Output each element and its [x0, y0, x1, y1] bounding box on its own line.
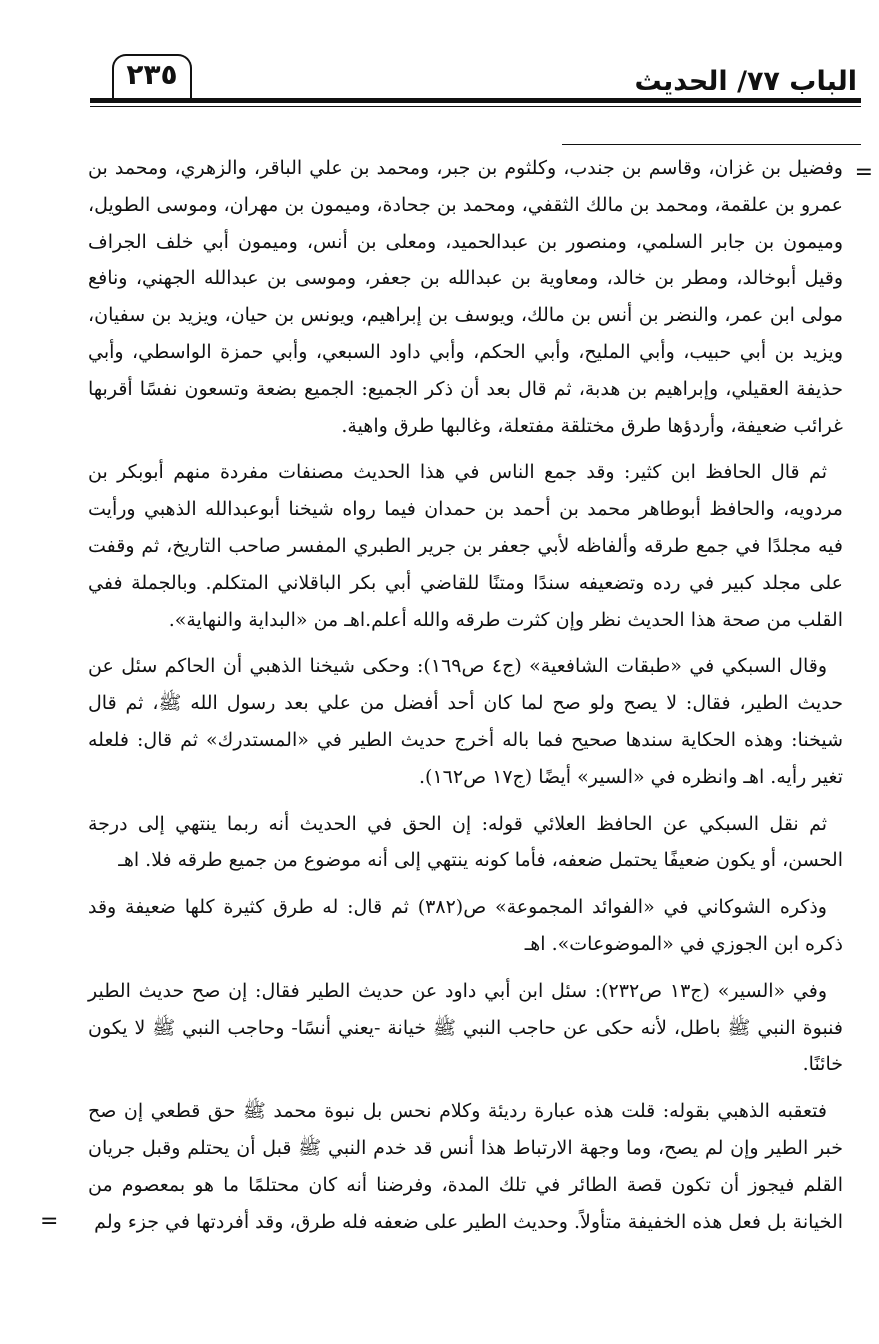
paragraph-shawkani: وذكره الشوكاني في «الفوائد المجموعة» ص(٣٨٢) ثم قال: له طرق كثيرة كلها ضعيفة وقد ذكره ابن الجوزي في «الموضوعات». اهـ [88, 896, 843, 955]
paragraph-dhahabi-reply: فتعقبه الذهبي بقوله: قلت هذه عبارة رديئة وكلام نحس بل نبوة محمد ﷺ حق قطعي إن صح خبر الطير وإن لم يصح، وما وجهة الارتباط هذا أنس قد خدم النبي ﷺ قبل أن يحتلم وقبل جريان القلم فيجوز أن تكون قصة الطائر في تلك المدة، وفرضنا أنه كان محتلمًا ما هو بمعصوم من الخيانة بل فعل هذه الخفيفة متأولاً. وحديث الطير على ضعفه فله طرق، وقد أفردتها في جزء ولم [88, 1100, 843, 1233]
continuation-mark-top: = [854, 160, 873, 185]
header-rule-thin [90, 106, 861, 107]
paragraph-ibn-kathir: ثم قال الحافظ ابن كثير: وقد جمع الناس في هذا الحديث مصنفات مفردة منهم أبوبكر بن مردويه، والحافظ أبوطاهر محمد بن أحمد بن حمدان فيما رواه شيخنا أبوعبدالله الذهبي ورأيت فيه مجلدًا في جمع طرقه وألفاظه لأبي جعفر بن جرير الطبري المفسر صاحب التاريخ، ثم وقفت على مجلد كبير في رده وتضعيفه سندًا ومتنًا للقاضي أبي بكر الباقلاني المتكلم. وبالجملة ففي القلب من صحة هذا الحديث نظر وإن كثرت طرقه والله أعلم.اهـ من «البداية والنهاية». [88, 461, 843, 631]
paragraph-alai: ثم نقل السبكي عن الحافظ العلائي قوله: إن الحق في الحديث أنه ربما ينتهي إلى درجة الحسن، أو يكون ضعيفًا يحتمل ضعفه، فأما كونه ينتهي إلى أنه موضوع من جميع طرقه فلا. اهـ [88, 812, 843, 872]
paragraph-subki: وقال السبكي في «طبقات الشافعية» (ج٤ ص١٦٩): وحكى شيخنا الذهبي أن الحاكم سئل عن حديث الطير، فقال: لا يصح ولو صح لما كان أحد أفضل من علي بعد رسول الله ﷺ، ثم قال شيخنا: وهذه الحكاية سندها صحيح فما باله أخرج حديث الطير في «المستدرك» ثم قال: فلعله تغير رأيه. اهـ وانظره في «السير» أيضًا (ج١٧ ص١٦٢). [88, 655, 843, 788]
paragraph-narrators-list: وفضيل بن غزان، وقاسم بن جندب، وكلثوم بن جبر، ومحمد بن علي الباقر، والزهري، ومحمد بن عمرو بن علقمة، ومحمد بن مالك الثقفي، ومحمد بن جحادة، وميمون بن مهران، وموسى الطويل، وميمون بن جابر السلمي، ومنصور بن عبدالحميد، ومعلى بن أنس، وميمون أبي خلف الجراف وقيل أبوخالد، ومطر بن خالد، ومعاوية بن عبدالله بن جعفر، وموسى بن عبدالله الجهني، ونافع مولى ابن عمر، والنضر بن أنس بن مالك، ويوسف بن إبراهيم، ويونس بن حيان، ويزيد بن سفيان، ويزيد بن أبي حبيب، وأبي المليح، وأبي الحكم، وأبي داود السبعي، وأبي حمزة الواسطي، وأبي حذيفة العقيلي، وإبراهيم بن هدبة، ثم قال بعد أن ذكر الجميع: الجميع بضعة وتسعون نفسًا أقربها غرائب ضعيفة، وأردؤها طرق مختلقة مفتعلة، وغالبها طرق واهية. [88, 157, 843, 437]
running-head-title: الباب ٧٧/ الحديث [634, 66, 857, 97]
header-rule-thick [90, 98, 861, 103]
paragraph-siyar: وفي «السير» (ج١٣ ص٢٣٢): سئل ابن أبي داود عن حديث الطير فقال: إن صح حديث الطير فنبوة النبي ﷺ باطل، لأنه حكى عن حاجب النبي ﷺ خيانة -يعني أنسًا- وحاجب النبي ﷺ لا يكون خائنًا. [88, 979, 843, 1076]
page-number: ٢٣٥ [126, 58, 178, 91]
footnote-separator-rule [562, 144, 861, 145]
continuation-mark-bottom: = [40, 1209, 59, 1234]
footnote-body [88, 150, 843, 1250]
